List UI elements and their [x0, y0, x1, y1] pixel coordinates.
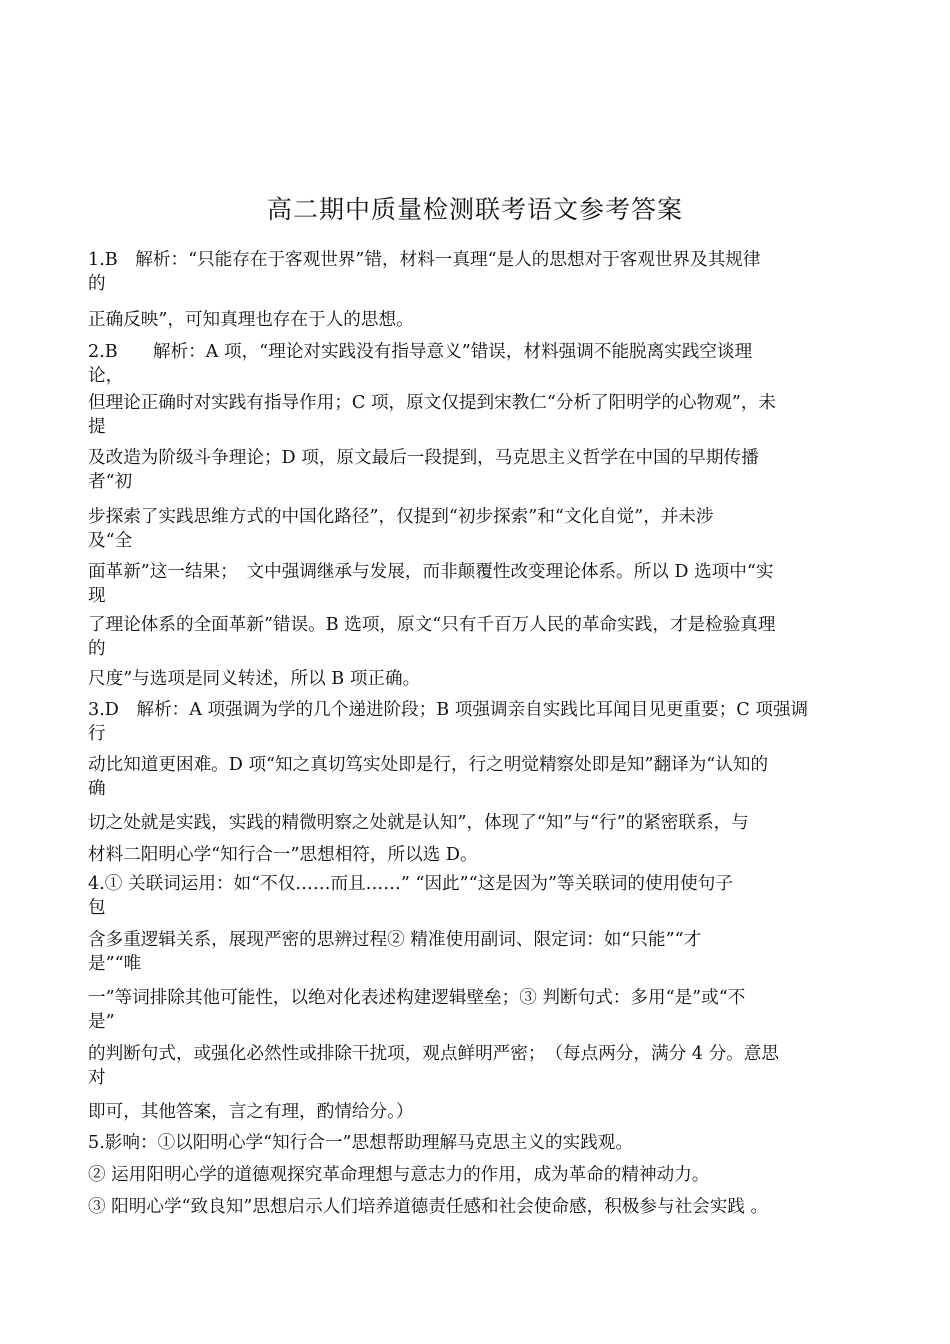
text-line: 动比知道更困难。D 项“知之真切笃实处即是行，行之明觉精察处即是知”翻译为“认知的 — [88, 755, 769, 775]
text-line: 提 — [88, 417, 106, 437]
text-line: 3.D 解析：A 项强调为学的几个递进阶段；B 项强调亲自实践比耳闻目见更重要；C 项强调 — [88, 700, 809, 720]
text-line: 尺度”与选项是同义转述，所以 B 项正确。 — [88, 669, 421, 689]
text-line: 面革新”这一结果； 文中强调继承与发展，而非颠覆性改变理论体系。所以 D 选项中“实 — [88, 562, 774, 582]
text-line: 行 — [88, 724, 106, 744]
text-line: 5.影响：①以阳明心学“知行合一”思想帮助理解马克思主义的实践观。 — [88, 1133, 633, 1153]
text-line: 及“全 — [88, 531, 133, 551]
text-line: 的判断句式，或强化必然性或排除干扰项，观点鲜明严密； （每点两分，满分 4 分。意思 — [88, 1044, 779, 1064]
text-line: 对 — [88, 1068, 106, 1088]
text-line: 确 — [88, 779, 106, 799]
text-line: 步探索了实践思维方式的中国化路径”，仅提到“初步探索”和“文化自觉”，并未涉 — [88, 507, 714, 527]
text-line: 2.B 解析：A 项，“理论对实践没有指导意义”错误，材料强调不能脱离实践空谈理 — [88, 342, 753, 362]
document-title: 高二期中质量检测联考语文参考答案 — [266, 195, 683, 224]
text-line: 含多重逻辑关系，展现严密的思辨过程② 精准使用副词、限定词：如“只能”“才 — [88, 930, 702, 950]
text-line: ③ 阳明心学“致良知”思想启示人们培养道德责任感和社会使命感，积极参与社会实践 。 — [88, 1197, 769, 1217]
text-line: 是”“唯 — [88, 954, 142, 974]
text-line: 正确反映”，可知真理也存在于人的思想。 — [88, 310, 414, 330]
text-line: 4.① 关联词运用：如“不仅……而且……” “因此”“这是因为”等关联词的使用使句子 — [88, 874, 733, 894]
text-line: 包 — [88, 898, 106, 918]
text-line: 切之处就是实践，实践的精微明察之处就是认知”，体现了“知”与“行”的紧密联系，与 — [88, 813, 749, 833]
text-line: 是” — [88, 1012, 115, 1032]
text-line: 的 — [88, 639, 106, 659]
text-line: 了理论体系的全面革新”错误。B 选项，原文“只有千百万人民的革命实践，才是检验真理 — [88, 615, 776, 635]
text-line: 即可，其他答案，言之有理，酌情给分。） — [88, 1102, 414, 1122]
text-line: 论， — [88, 366, 124, 386]
text-line: ② 运用阳明心学的道德观探究革命理想与意志力的作用，成为革命的精神动力。 — [88, 1165, 710, 1185]
text-line: 但理论正确时对实践有指导作用；C 项，原文仅提到宋教仁“分析了阳明学的心物观”，未 — [88, 393, 777, 413]
text-line: 现 — [88, 586, 106, 606]
text-line: 一”等词排除其他可能性，以绝对化表述构建逻辑壁垒；③ 判断句式：多用“是”或“不 — [88, 988, 746, 1008]
text-line: 1.B 解析：“只能存在于客观世界”错，材料一真理“是人的思想对于客观世界及其规律 — [88, 250, 761, 270]
text-line: 者“初 — [88, 472, 133, 492]
text-line: 及改造为阶级斗争理论；D 项，原文最后一段提到，马克思主义哲学在中国的早期传播 — [88, 448, 759, 468]
text-line: 的 — [88, 274, 106, 294]
text-line: 材料二阳明心学“知行合一”思想相符，所以选 D。 — [88, 845, 478, 865]
